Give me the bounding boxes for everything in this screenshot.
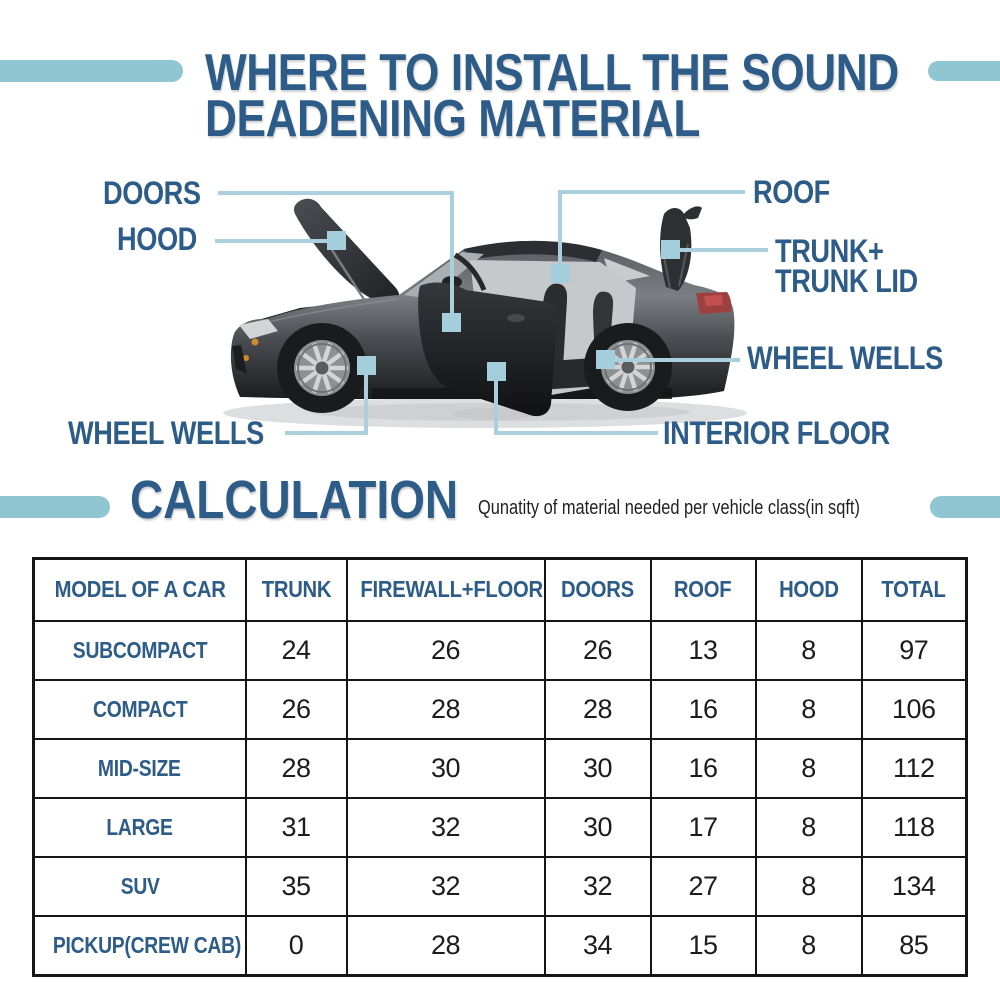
callout-square-wheel-wells-rear — [596, 350, 615, 369]
label-roof: ROOF — [753, 174, 830, 210]
col-header-trunk: TRUNK — [246, 559, 347, 621]
cell-value: 27 — [651, 857, 756, 916]
label-trunk — [775, 233, 918, 299]
trunk-lid-tip — [682, 206, 702, 219]
cell-value: 16 — [651, 739, 756, 798]
front-wheel — [277, 323, 367, 413]
row-label-suv: SUV — [34, 857, 246, 916]
accent-bar-calc-left — [0, 496, 110, 518]
calculation-heading: CALCULATION — [130, 470, 459, 530]
label-doors: DOORS — [103, 175, 201, 211]
cell-value: 97 — [862, 621, 967, 680]
row-label-pickup-crew-cab: PICKUP(CREW CAB) — [34, 916, 246, 975]
table-row — [34, 680, 967, 739]
callout-square-interior-floor — [487, 362, 506, 381]
cell-value: 17 — [651, 798, 756, 857]
cell-value: 13 — [651, 621, 756, 680]
cell-value: 112 — [862, 739, 967, 798]
cell-value: 26 — [246, 680, 347, 739]
cell-value: 106 — [862, 680, 967, 739]
row-label-mid-size: MID-SIZE — [34, 739, 246, 798]
table-row — [34, 916, 967, 975]
col-header-hood: HOOD — [756, 559, 862, 621]
calculation-subtitle: Qunatity of material needed per vehicle class(in sqft) — [478, 497, 860, 519]
cell-value: 0 — [246, 916, 347, 975]
cell-value: 28 — [545, 680, 651, 739]
col-header-total: TOTAL — [862, 559, 967, 621]
table-row — [34, 857, 967, 916]
callout-square-doors — [442, 313, 461, 332]
label-hood: HOOD — [117, 221, 197, 257]
col-header-firewall-floor: FIREWALL+FLOOR — [347, 559, 545, 621]
label-trunk-line2: TRUNK LID — [775, 263, 918, 299]
hood-open-panel — [294, 199, 399, 302]
callout-square-hood — [327, 231, 346, 250]
cell-value: 28 — [246, 739, 347, 798]
label-wheel-wells-front: WHEEL WELLS — [68, 415, 264, 451]
accent-bar-calc-right — [930, 496, 1000, 518]
cell-value: 31 — [246, 798, 347, 857]
col-header-doors: DOORS — [545, 559, 651, 621]
table-row — [34, 739, 967, 798]
row-label-compact: COMPACT — [34, 680, 246, 739]
callout-square-wheel-wells-front — [357, 356, 376, 375]
label-wheel-wells-rear: WHEEL WELLS — [747, 340, 943, 376]
cell-value: 134 — [862, 857, 967, 916]
car-illustration — [223, 199, 747, 428]
page-title-line1: WHERE TO INSTALL THE SOUND — [205, 44, 899, 102]
table-header-row — [34, 559, 967, 621]
cell-value: 15 — [651, 916, 756, 975]
side-marker — [252, 339, 259, 346]
cell-value: 16 — [651, 680, 756, 739]
callout-square-trunk — [661, 240, 680, 259]
table-row — [34, 621, 967, 680]
cell-value: 28 — [347, 916, 545, 975]
cell-value: 30 — [545, 798, 651, 857]
cell-value: 34 — [545, 916, 651, 975]
cell-value: 32 — [347, 857, 545, 916]
cell-value: 8 — [756, 739, 862, 798]
tail-light-inner — [704, 295, 723, 306]
cell-value: 26 — [545, 621, 651, 680]
material-quantity-table — [32, 557, 968, 977]
cell-value: 8 — [756, 680, 862, 739]
cell-value: 32 — [545, 857, 651, 916]
label-interior-floor: INTERIOR FLOOR — [663, 415, 890, 451]
cell-value: 8 — [756, 798, 862, 857]
cell-value: 26 — [347, 621, 545, 680]
col-header-model: MODEL OF A CAR — [34, 559, 246, 621]
cell-value: 8 — [756, 857, 862, 916]
cell-value: 35 — [246, 857, 347, 916]
cell-value: 28 — [347, 680, 545, 739]
cell-value: 8 — [756, 916, 862, 975]
cell-value: 24 — [246, 621, 347, 680]
row-label-large: LARGE — [34, 798, 246, 857]
door-handle — [507, 314, 525, 322]
cell-value: 32 — [347, 798, 545, 857]
cell-value: 30 — [347, 739, 545, 798]
row-label-subcompact: SUBCOMPACT — [34, 621, 246, 680]
label-trunk-line1: TRUNK+ — [775, 233, 884, 269]
page-title-line2: DEADENING MATERIAL — [205, 90, 700, 148]
cell-value: 8 — [756, 621, 862, 680]
cell-value: 85 — [862, 916, 967, 975]
table-row — [34, 798, 967, 857]
callout-square-roof — [551, 264, 570, 283]
cell-value: 30 — [545, 739, 651, 798]
col-header-roof: ROOF — [651, 559, 756, 621]
cell-value: 118 — [862, 798, 967, 857]
